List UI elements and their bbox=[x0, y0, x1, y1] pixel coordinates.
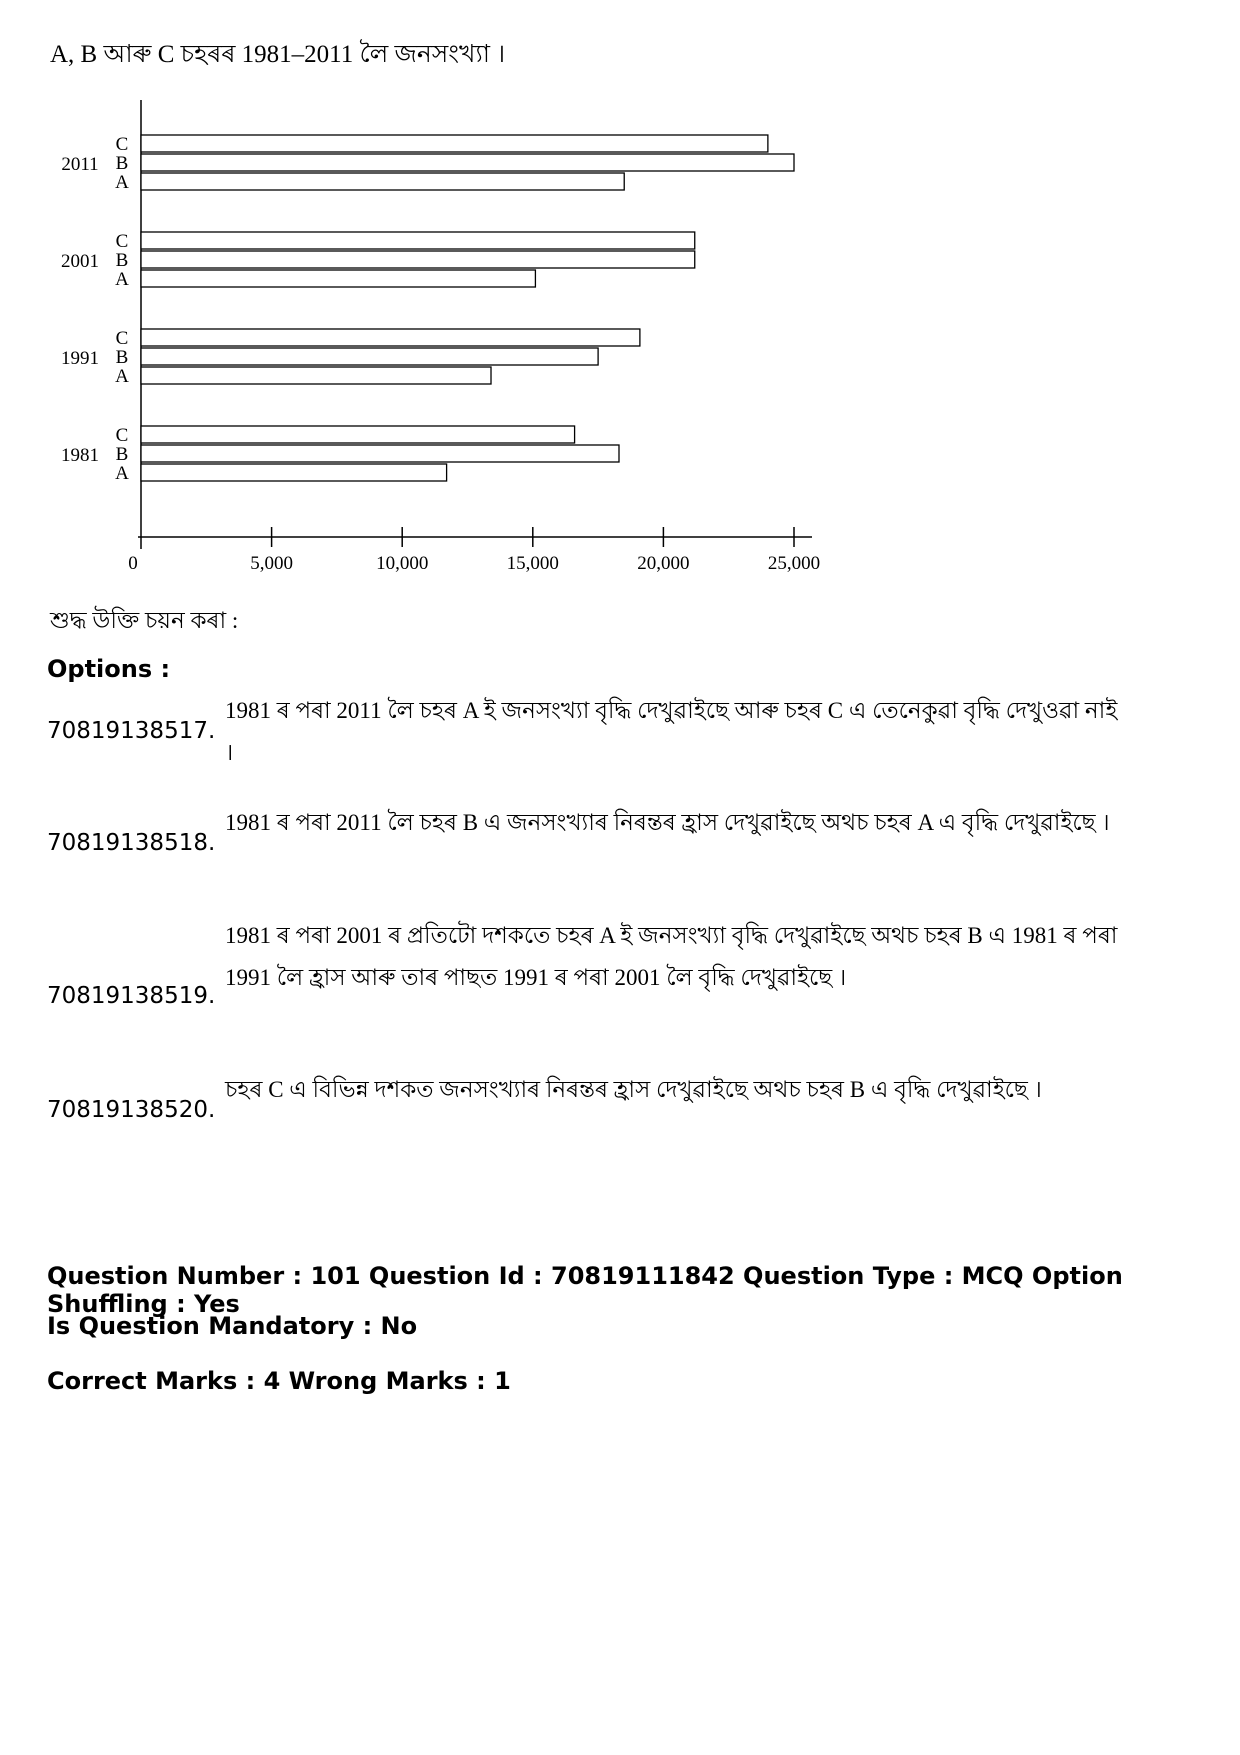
city-label: C bbox=[115, 231, 129, 252]
option-id: 70819138518. bbox=[47, 830, 216, 856]
x-tick-label: 15,000 bbox=[506, 553, 559, 574]
city-label: A bbox=[115, 366, 129, 387]
bar-2011-C bbox=[141, 135, 768, 152]
x-tick-label: 10,000 bbox=[376, 553, 429, 574]
bar-1981-B bbox=[141, 445, 619, 462]
option-text: 1981 ৰ পৰা 2011 লৈ চহৰ B এ জনসংখ্যাৰ নিৰন্তৰ হ্ৰাস দেখুৱাইছে অথচ চহৰ A এ বৃদ্ধি দেখুৱাইছে । bbox=[225, 810, 1110, 835]
option-id: 70819138519. bbox=[47, 983, 216, 1009]
options-label: Options : bbox=[47, 655, 171, 683]
option-text: 1981 ৰ পৰা 2011 লৈ চহৰ A ই জনসংখ্যা বৃদ্ধি দেখুৱাইছে আৰু চহৰ C এ তেনেকুৱা বৃদ্ধি দেখুওৱা নাই । bbox=[225, 698, 1118, 765]
x-tick-label: 0 bbox=[128, 553, 138, 574]
question-title: A, B আৰু C চহৰৰ 1981–2011 লৈ জনসংখ্যা । bbox=[50, 41, 506, 68]
city-label: B bbox=[115, 250, 129, 271]
city-label: C bbox=[115, 328, 129, 349]
year-label: 1991 bbox=[61, 348, 99, 369]
city-label: B bbox=[115, 444, 129, 465]
city-label: B bbox=[115, 347, 129, 368]
bar-1981-A bbox=[141, 464, 447, 481]
city-label: A bbox=[115, 172, 129, 193]
bar-1991-C bbox=[141, 329, 640, 346]
question-meta-line: Question Number : 101 Question Id : 70819111842 Question Type : MCQ Option Shuffling : Yes bbox=[47, 1262, 1123, 1318]
city-label: A bbox=[115, 463, 129, 484]
option-text: চহৰ C এ বিভিন্ন দশকত জনসংখ্যাৰ নিৰন্তৰ হ্ৰাস দেখুৱাইছে অথচ চহৰ B এ বৃদ্ধি দেখুৱাইছে । bbox=[225, 1077, 1042, 1102]
option-text: 1981 ৰ পৰা 2001 ৰ প্ৰতিটো দশকতে চহৰ A ই জনসংখ্যা বৃদ্ধি দেখুৱাইছে অথচ চহৰ B এ 1981 ৰ পৰা 1991 লৈ হ্ৰাস আৰু তাৰ পাছত 1991 ৰ পৰা 2001 লৈ বৃদ্ধি দেখুৱাইছে । bbox=[225, 923, 1118, 990]
bar-1991-B bbox=[141, 348, 598, 365]
x-tick-label: 20,000 bbox=[637, 553, 690, 574]
year-label: 2011 bbox=[61, 154, 99, 175]
bar-1991-A bbox=[141, 367, 491, 384]
x-tick-label: 25,000 bbox=[767, 553, 821, 574]
bar-2001-B bbox=[141, 251, 695, 268]
bar-2011-B bbox=[141, 154, 794, 171]
city-label: A bbox=[115, 269, 129, 290]
bar-2001-C bbox=[141, 232, 695, 249]
question-instruction: শুদ্ধ উক্তি চয়ন কৰা : bbox=[50, 608, 239, 633]
year-label: 2001 bbox=[61, 251, 99, 272]
city-label: B bbox=[115, 153, 129, 174]
city-label: C bbox=[115, 134, 129, 155]
city-label: C bbox=[115, 425, 129, 446]
option-id: 70819138517. bbox=[47, 718, 216, 744]
question-mandatory-line: Is Question Mandatory : No bbox=[47, 1312, 418, 1340]
option-id: 70819138520. bbox=[47, 1097, 216, 1123]
bar-1981-C bbox=[141, 426, 575, 443]
marks-line: Correct Marks : 4 Wrong Marks : 1 bbox=[47, 1367, 511, 1395]
population-bar-chart bbox=[40, 95, 840, 585]
x-tick-label: 5,000 bbox=[250, 553, 293, 574]
bar-2011-A bbox=[141, 173, 624, 190]
year-label: 1981 bbox=[61, 445, 99, 466]
bar-2001-A bbox=[141, 270, 535, 287]
